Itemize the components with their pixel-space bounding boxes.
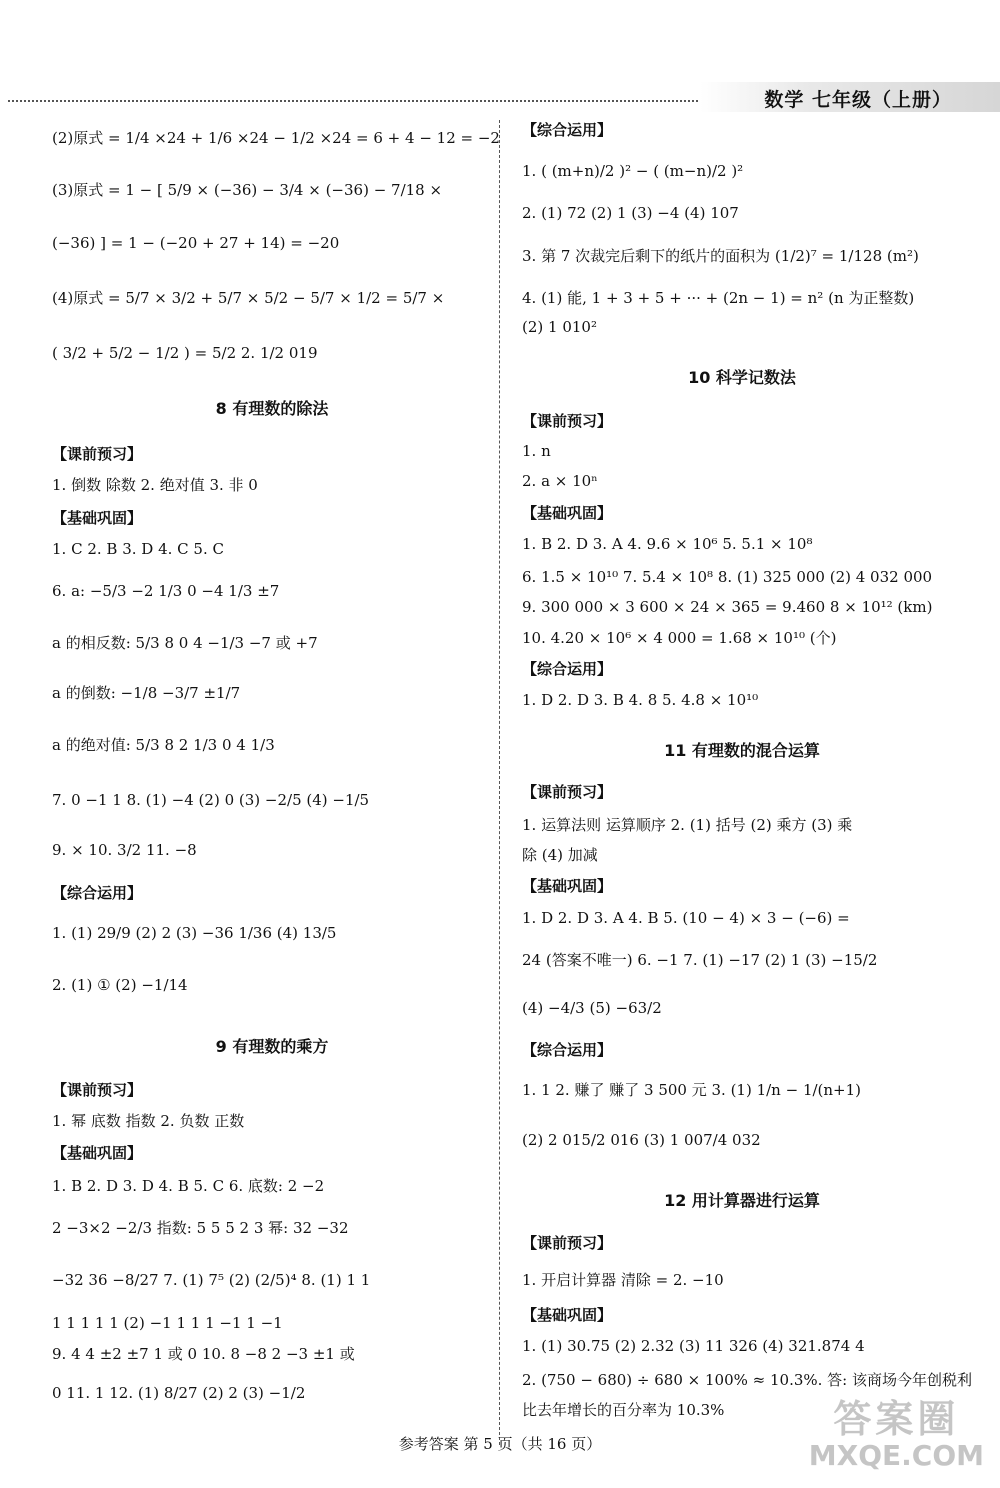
answer-line: 9. × 10. 3/2 11. −8 [52,841,197,859]
watermark [809,1398,984,1472]
subsection-heading: 【课前预习】 [522,1234,613,1252]
answer-line: (2) 2 015/2 016 (3) 1 007/4 032 [522,1131,761,1149]
subsection-heading: 【课前预习】 [52,445,143,463]
subsection-heading: 【基础巩固】 [522,1306,613,1324]
subsection-heading: 【课前预习】 [522,783,613,801]
page-footer: 参考答案 第 5 页（共 16 页） [398,1435,602,1453]
answer-line: 10. 4.20 × 10⁶ × 4 000 = 1.68 × 10¹⁰ (个) [522,629,837,647]
answer-line: (4) −4/3 (5) −63/2 [522,999,662,1017]
answer-line: 4. (1) 能, 1 + 3 + 5 + ··· + (2n − 1) = n² (n 为正整数) [522,289,915,307]
answer-line: 6. a: −5/3 −2 1/3 0 −4 1/3 ±7 [52,582,280,600]
answer-line: 0 11. 1 12. (1) 8/27 (2) 2 (3) −1/2 [52,1384,306,1402]
answer-line: 1. (1) 29/9 (2) 2 (3) −36 1/36 (4) 13/5 [52,924,337,942]
answer-line: −32 36 −8/27 7. (1) 7⁵ (2) (2/5)⁴ 8. (1) 1 1 [52,1271,371,1289]
watermark-logo-text: 答案圈 [833,1397,960,1441]
section-title-12: 12 用计算器进行运算 [664,1191,820,1210]
subsection-heading: 【基础巩固】 [522,504,613,522]
column-divider [499,120,500,1445]
subsection-heading: 【综合运用】 [52,884,143,902]
answer-line: (−36) ] = 1 − (−20 + 27 + 14) = −20 [52,234,340,252]
answer-line: 7. 0 −1 1 8. (1) −4 (2) 0 (3) −2/5 (4) −1/5 [52,791,370,809]
answer-line: 1. B 2. D 3. A 4. 9.6 × 10⁶ 5. 5.1 × 10⁸ [522,535,813,553]
answer-line: 1. D 2. D 3. B 4. 8 5. 4.8 × 10¹⁰ [522,691,759,709]
section-title-10: 10 科学记数法 [688,368,796,387]
subsection-heading: 【综合运用】 [522,1041,613,1059]
answer-line: 1. 幂 底数 指数 2. 负数 正数 [52,1112,245,1130]
answer-line: (3)原式 = 1 − [ 5/9 × (−36) − 3/4 × (−36) − 7/18 × [52,181,443,199]
subsection-heading: 【基础巩固】 [522,877,613,895]
answer-line: 1. ( (m+n)/2 )² − ( (m−n)/2 )² [522,162,744,180]
answer-line: 除 (4) 加减 [522,846,598,864]
answer-line: 24 (答案不唯一) 6. −1 7. (1) −17 (2) 1 (3) −15/2 [522,951,878,969]
section-title-11: 11 有理数的混合运算 [664,741,820,760]
answer-line: 2. (750 − 680) ÷ 680 × 100% ≈ 10.3%. 答: 该商场今年创税利 [522,1371,972,1389]
watermark-url: MXQE.COM [808,1439,984,1472]
answer-line: 1. n [522,442,551,460]
section-title-9: 9 有理数的乘方 [215,1037,329,1056]
subsection-heading: 【基础巩固】 [52,1144,143,1162]
answer-line: (2)原式 = 1/4 ×24 + 1/6 ×24 − 1/2 ×24 = 6 + 4 − 12 = −2 [52,129,500,147]
answer-line: a 的绝对值: 5/3 8 2 1/3 0 4 1/3 [52,736,275,754]
answer-line: 1. C 2. B 3. D 4. C 5. C [52,540,224,558]
answer-line: 1. 倒数 除数 2. 绝对值 3. 非 0 [52,476,258,494]
subsection-heading: 【基础巩固】 [52,509,143,527]
answer-line: 1. D 2. D 3. A 4. B 5. (10 − 4) × 3 − (−6) = [522,909,850,927]
answer-line: 9. 4 4 ±2 ±7 1 或 0 10. 8 −8 2 −3 ±1 或 [52,1345,355,1363]
answer-line: 6. 1.5 × 10¹⁰ 7. 5.4 × 10⁸ 8. (1) 325 000 (2) 4 032 000 [522,568,933,586]
header-title: 数学 七年级（上册） [764,89,952,111]
answer-line: 3. 第 7 次裁完后剩下的纸片的面积为 (1/2)⁷ = 1/128 (m²) [522,247,919,265]
answer-line: a 的倒数: −1/8 −3/7 ±1/7 [52,684,241,702]
answer-line: 1. (1) 30.75 (2) 2.32 (3) 11 326 (4) 321.874 4 [522,1337,865,1355]
answer-line: 2. (1) 72 (2) 1 (3) −4 (4) 107 [522,204,739,222]
answer-line: 2. a × 10ⁿ [522,472,598,490]
answer-line: ( 3/2 + 5/2 − 1/2 ) = 5/2 2. 1/2 019 [52,344,318,362]
subsection-heading: 【综合运用】 [522,121,613,139]
answer-line: 1. 开启计算器 清除 = 2. −10 [522,1271,724,1289]
answer-line: a 的相反数: 5/3 8 0 4 −1/3 −7 或 +7 [52,634,318,652]
answer-line: 1 1 1 1 1 (2) −1 1 1 1 −1 1 −1 [52,1314,283,1332]
answer-line: 比去年增长的百分率为 10.3% [522,1401,725,1419]
answer-line: 2. (1) ① (2) −1/14 [52,976,188,994]
subsection-heading: 【课前预习】 [52,1081,143,1099]
answer-line: 1. B 2. D 3. D 4. B 5. C 6. 底数: 2 −2 [52,1177,325,1195]
answer-line: 2 −3×2 −2/3 指数: 5 5 5 2 3 幂: 32 −32 [52,1219,349,1237]
answer-line: (4)原式 = 5/7 × 3/2 + 5/7 × 5/2 − 5/7 × 1/2 = 5/7 × [52,289,445,307]
subsection-heading: 【课前预习】 [522,412,613,430]
answer-line: (2) 1 010² [522,318,597,336]
answer-line: 1. 运算法则 运算顺序 2. (1) 括号 (2) 乘方 (3) 乘 [522,816,853,834]
subsection-heading: 【综合运用】 [522,660,613,678]
section-title-8: 8 有理数的除法 [215,399,329,418]
answer-line: 9. 300 000 × 3 600 × 24 × 365 = 9.460 8 × 10¹² (km) [522,598,933,616]
answer-line: 1. 1 2. 赚了 赚了 3 500 元 3. (1) 1/n − 1/(n+1) [522,1081,862,1099]
